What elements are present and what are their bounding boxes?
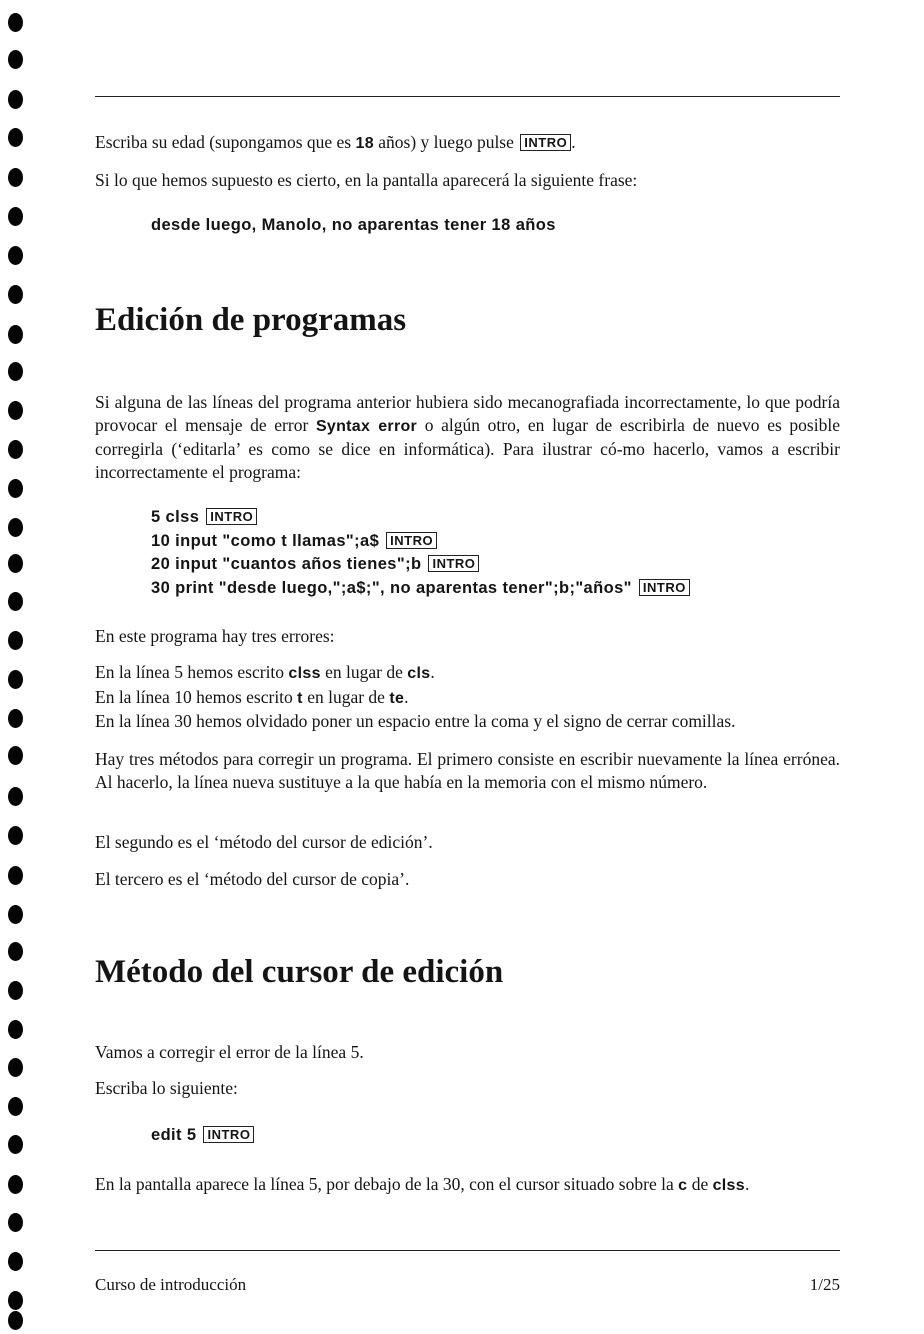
binding-hole — [8, 440, 23, 459]
binding-hole — [8, 1097, 23, 1116]
binding-hole — [8, 787, 23, 806]
binding-hole — [8, 670, 23, 689]
error-line-30: En la línea 30 hemos olvidado poner un espacio entre la coma y el signo de cerrar comillas. — [95, 711, 736, 731]
edit-command: edit 5 INTRO — [151, 1124, 254, 1148]
binding-hole — [8, 826, 23, 845]
binding-hole — [8, 50, 23, 69]
paragraph-age-instruction: Escriba su edad (supongamos que es 18 años) y luego pulse INTRO . — [95, 132, 576, 152]
top-rule — [95, 96, 840, 97]
binding-hole — [8, 631, 23, 650]
binding-hole — [8, 866, 23, 885]
output-line: desde luego, Manolo, no aparentas tener 18 años — [151, 216, 556, 234]
binding-hole — [8, 709, 23, 728]
intro-key: INTRO — [639, 579, 690, 596]
binding-hole — [8, 1311, 23, 1330]
binding-hole — [8, 128, 23, 147]
binding-hole — [8, 168, 23, 187]
binding-hole — [8, 905, 23, 924]
program-line: 10 input "como t llamas";a$ INTRO — [151, 530, 690, 554]
binding-hole — [8, 746, 23, 765]
intro-key: INTRO — [206, 508, 257, 525]
binding-hole — [8, 518, 23, 537]
binding-hole — [8, 1291, 23, 1310]
binding-hole — [8, 13, 23, 32]
paragraph-three-errors: En este programa hay tres errores: — [95, 626, 335, 646]
binding-hole — [8, 942, 23, 961]
paragraph-correct-line-5: Vamos a corregir el error de la línea 5. — [95, 1042, 364, 1062]
binding-hole — [8, 401, 23, 420]
binding-hole — [8, 285, 23, 304]
bottom-rule — [95, 1250, 840, 1251]
paragraph-syntax-error: Si alguna de las líneas del programa anterior hubiera sido mecanografiada incorrectamente, lo que podría provocar el mensaje de error Syntax error o algún otro, en lugar de escribirla de nuevo es posible corregirla (‘editarla’ es como se dice en informática). Para ilustrar có-mo hacerlo, vamos a escribir incorrectamente el programa: — [95, 392, 840, 482]
binding-hole — [8, 90, 23, 109]
paragraph-expected-output: Si lo que hemos supuesto es cierto, en la pantalla aparecerá la siguiente frase: — [95, 170, 638, 190]
intro-key: INTRO — [203, 1126, 254, 1143]
paragraph-third-method: El tercero es el ‘método del cursor de copia’. — [95, 869, 410, 889]
binding-hole — [8, 592, 23, 611]
binding-hole — [8, 1175, 23, 1194]
paragraph-three-methods: Hay tres métodos para corregir un programa. El primero consiste en escribir nuevamente la línea errónea. Al hacerlo, la línea nueva sustituye a la que había en la memoria con el mismo número. — [95, 749, 840, 792]
error-line-5: En la línea 5 hemos escrito clss en lugar de cls. — [95, 662, 435, 682]
binding-hole — [8, 1213, 23, 1232]
binding-hole — [8, 981, 23, 1000]
paragraph-screen-shows-line: En la pantalla aparece la línea 5, por debajo de la 30, con el cursor situado sobre la c de clss. — [95, 1174, 750, 1194]
page-number: 1/25 — [809, 1275, 840, 1294]
program-line: 5 clss INTRO — [151, 506, 690, 530]
binding-hole — [8, 362, 23, 381]
paragraph-type-following: Escriba lo siguiente: — [95, 1078, 238, 1098]
binding-hole — [8, 207, 23, 226]
heading-edicion-de-programas: Edición de programas — [95, 302, 407, 338]
binding-holes — [0, 0, 30, 1334]
binding-hole — [8, 1135, 23, 1154]
heading-metodo-cursor-edicion: Método del cursor de edición — [95, 954, 504, 990]
binding-hole — [8, 325, 23, 344]
paragraph-second-method: El segundo es el ‘método del cursor de edición’. — [95, 832, 433, 852]
intro-key: INTRO — [520, 134, 571, 151]
binding-hole — [8, 1252, 23, 1271]
binding-hole — [8, 1058, 23, 1077]
error-line-10: En la línea 10 hemos escrito t en lugar de te. — [95, 686, 409, 707]
program-listing — [151, 506, 690, 600]
binding-hole — [8, 246, 23, 265]
binding-hole — [8, 554, 23, 573]
binding-hole — [8, 479, 23, 498]
program-line: 30 print "desde luego,";a$;", no aparentas tener";b;"años" INTRO — [151, 577, 690, 601]
footer-title: Curso de introducción — [95, 1275, 247, 1294]
binding-hole — [8, 1020, 23, 1039]
intro-key: INTRO — [428, 555, 479, 572]
intro-key: INTRO — [386, 532, 437, 549]
paragraph-error-list — [95, 661, 840, 733]
program-line: 20 input "cuantos años tienes";b INTRO — [151, 553, 690, 577]
